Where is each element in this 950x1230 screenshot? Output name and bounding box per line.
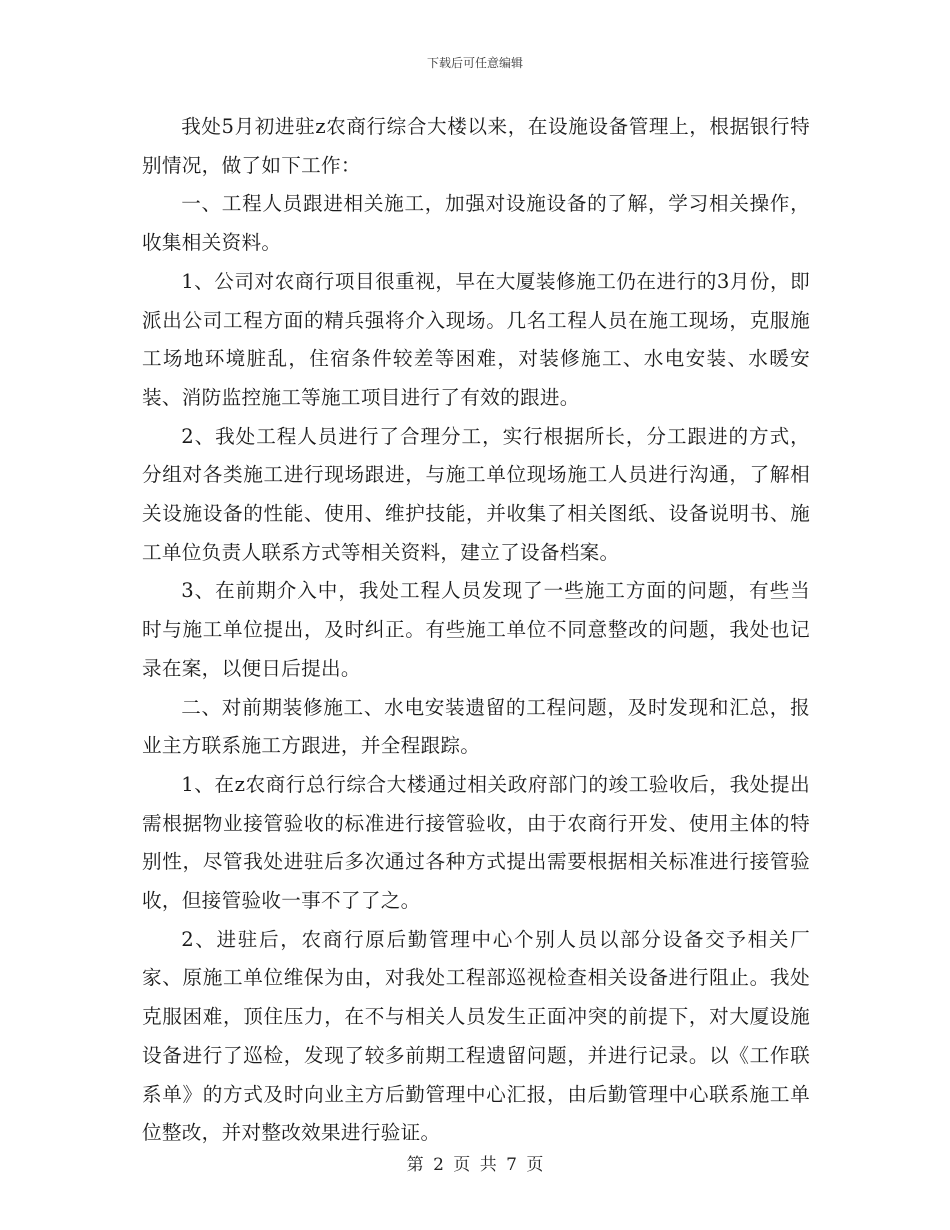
page-footer: 第 2 页 共 7 页	[406, 1155, 544, 1175]
paragraph-1-2: 2、我处工程人员进行了合理分工，实行根据所长，分工跟进的方式，分组对各类施工进行现场跟进，与施工单位现场施工人员进行沟通，了解相关设施设备的性能、使用、维护技能，并收集了相关图纸、设备说明书、施工单位负责人联系方式等相关资料，建立了设备档案。	[142, 424, 810, 564]
paragraph-intro: 我处5月初进驻z农商行综合大楼以来，在设施设备管理上，根据银行特别情况，做了如下工作：	[142, 115, 810, 177]
paragraph-1-1: 1、公司对农商行项目很重视，早在大厦装修施工仍在进行的3月份，即派出公司工程方面的精兵强将介入现场。几名工程人员在施工现场，克服施工场地环境脏乱，住宿条件较差等困难，对装修施工、水电安装、水暖安装、消防监控施工等施工项目进行了有效的跟进。	[142, 269, 810, 409]
paragraph-2-1: 1、在z农商行总行综合大楼通过相关政府部门的竣工验收后，我处提出需根据物业接管验收的标准进行接管验收，由于农商行开发、使用主体的特别性，尽管我处进驻后多次通过各种方式提出需要根据相关标准进行接管验收，但接管验收一事不了了之。	[142, 772, 810, 913]
paragraph-1-3: 3、在前期介入中，我处工程人员发现了一些施工方面的问题，有些当时与施工单位提出，及时纠正。有些施工单位不同意整改的问题，我处也记录在案，以便日后提出。	[142, 579, 810, 680]
page-header: 下载后可任意编辑	[426, 56, 523, 70]
section-heading-1: 一、工程人员跟进相关施工，加强对设施设备的了解，学习相关操作，收集相关资料。	[142, 192, 810, 255]
section-heading-2: 二、对前期装修施工、水电安装遗留的工程问题，及时发现和汇总，报业主方联系施工方跟进，并全程跟踪。	[142, 695, 810, 758]
paragraph-2-2: 2、进驻后，农商行原后勤管理中心个别人员以部分设备交予相关厂家、原施工单位维保为由，对我处工程部巡视检查相关设备进行阻止。我处克服困难，顶住压力，在不与相关人员发生正面冲突的前提下，对大厦设施设备进行了巡检，发现了较多前期工程遗留问题，并进行记录。以《工作联系单》的方式及时向业主方后勤管理中心汇报，由后勤管理中心联系施工单位整改，并对整改效果进行验证。	[142, 927, 810, 1145]
document-body	[142, 108, 810, 1153]
